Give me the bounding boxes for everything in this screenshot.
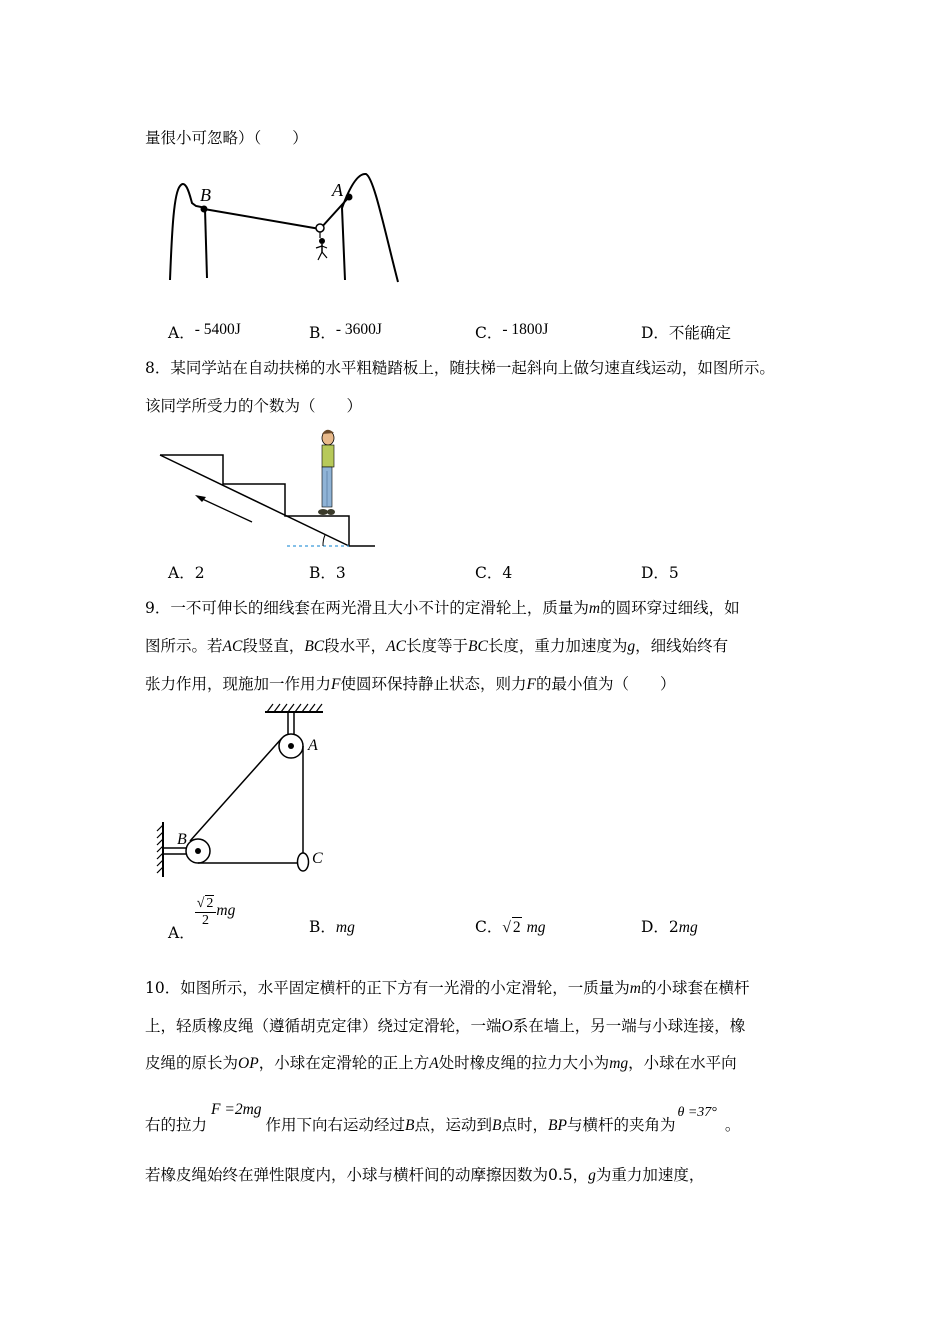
sqrt-radicand: 2 [206, 896, 214, 911]
student-figure [318, 430, 335, 515]
q9-option-a[interactable]: A． $\frac{√ 2}{2}$ mg [168, 896, 236, 942]
q8-option-a[interactable]: A．2 [168, 564, 205, 582]
q8-option-c[interactable]: C．4 [475, 564, 513, 582]
option-letter: C． [475, 324, 503, 342]
option-value: - 5400J [194, 321, 241, 338]
point-a-label: A [308, 737, 318, 754]
point-a-label: A [332, 180, 343, 200]
q8-line1: 8．某同学站在自动扶梯的水平粗糙踏板上，随扶梯一起斜向上做匀速直线运动，如图所示。 [145, 359, 775, 377]
option-letter: A． [168, 924, 195, 942]
q9-line2: 图所示。若AC段竖直，BC段水平，AC长度等于BC长度，重力加速度为g，细线始终有 [145, 637, 729, 655]
point-b-label: B [177, 831, 187, 848]
q9-option-b[interactable]: B．mg [309, 918, 355, 936]
option-letter: B． [309, 324, 336, 342]
option-value: - 1800J [502, 321, 549, 338]
q10-line4: 右的拉力F =2mg作用下向右运动经过B点，运动到B点时，BP与横杆的夹角为θ =37°。 [145, 1101, 741, 1134]
q7-tail-text: 量很小可忽略）（ ） [145, 129, 308, 147]
q10-line5: 若橡皮绳始终在弹性限度内，小球与横杆间的动摩擦因数为0.5，g为重力加速度， [145, 1166, 705, 1184]
q9-line1: 9．一不可伸长的细线套在两光滑且大小不计的定滑轮上，质量为m的圆环穿过细线，如 [145, 599, 740, 617]
q8-option-b[interactable]: B．3 [309, 564, 346, 582]
point-c-label: C [312, 850, 323, 867]
q8-line2: 该同学所受力的个数为（ ） [145, 397, 363, 415]
option-value: - 3600J [335, 321, 382, 338]
angle-formula: θ =37° [677, 1105, 717, 1120]
q7-zipline-figure [160, 168, 410, 288]
q10-line3: 皮绳的原长为OP，小球在定滑轮的正上方A处时橡皮绳的拉力大小为mg，小球在水平向 [145, 1054, 737, 1072]
q9-option-d[interactable]: D．2mg [641, 918, 698, 936]
q10-line2: 上，轻质橡皮绳（遵循胡克定律）绕过定滑轮，一端O系在墙上，另一端与小球连接，橡 [145, 1017, 746, 1035]
force-formula: F =2mg [211, 1101, 262, 1118]
q10-line1: 10．如图所示，水平固定横杆的正下方有一光滑的小定滑轮，一质量为m的小球套在横杆 [145, 979, 750, 997]
q7-option-b[interactable] [309, 323, 382, 344]
q9-line3: 张力作用，现施加一作用力F使圆环保持静止状态，则力F的最小值为（ ） [145, 675, 676, 693]
q7-option-c[interactable] [475, 323, 548, 344]
q7-option-a[interactable] [168, 323, 241, 344]
sqrt-radicand: 2 [512, 919, 521, 936]
q9-pulley-figure [155, 700, 345, 885]
fraction-denominator: 2 [202, 913, 210, 928]
q8-option-d[interactable]: D．5 [641, 564, 679, 582]
point-b-label: B [200, 185, 211, 205]
q7-option-d[interactable]: D．不能确定 [641, 324, 731, 342]
q8-escalator-figure [155, 425, 380, 555]
option-letter: A． [168, 324, 195, 342]
q9-option-c[interactable]: C．√ 2 mg [475, 918, 546, 936]
option-unit: mg [216, 902, 236, 919]
